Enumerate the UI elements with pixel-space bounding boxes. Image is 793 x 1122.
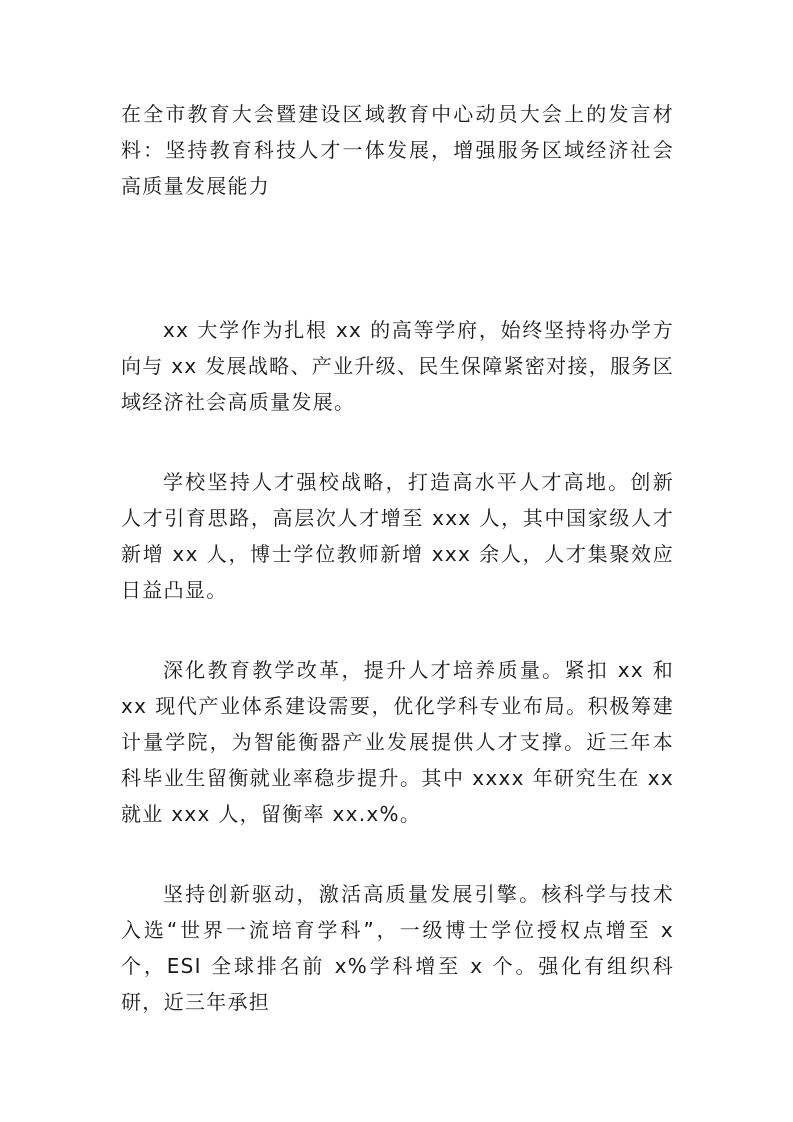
paragraph-university-mission: xx 大学作为扎根 xx 的高等学府，始终坚持将办学方向与 xx 发展战略、产业升级、民生保障紧密对接，服务区域经济社会高质量发展。 (121, 318, 674, 414)
document-title: 在全市教育大会暨建设区域教育中心动员大会上的发言材料：坚持教育科技人才一体发展，增强服务区域经济社会高质量发展能力 (121, 102, 674, 198)
paragraph-teaching-reform: 深化教育教学改革，提升人才培养质量。紧扣 xx 和 xx 现代产业体系建设需要，优化学科专业布局。积极筹建计量学院，为智能衡器产业发展提供人才支撑。近三年本科毕业生留衡就业率稳步提升。其中 xxxx 年研究生在 xx 就业 xxx 人，留衡率 xx.x%。 (121, 658, 674, 826)
paragraph-innovation-drive: 坚持创新驱动，激活高质量发展引擎。核科学与技术入选“世界一流培育学科”，一级博士学位授权点增至 x 个，ESI 全球排名前 x%学科增至 x 个。强化有组织科研，近三年承担 (121, 882, 674, 1014)
paragraph-talent-strategy: 学校坚持人才强校战略，打造高水平人才高地。创新人才引育思路，高层次人才增至 xxx 人，其中国家级人才新增 xx 人，博士学位教师新增 xxx 余人，人才集聚效应日益凸显。 (121, 470, 674, 602)
document-body (121, 96, 674, 1020)
